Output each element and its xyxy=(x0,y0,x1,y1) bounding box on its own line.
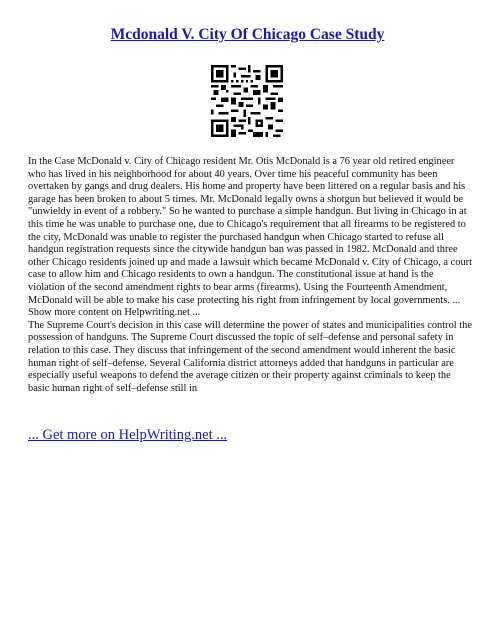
article-body xyxy=(28,156,472,395)
paragraph: The Supreme Court's decision in this case will determine the power of states and municipalities control the possession of handguns. The Supreme Court discussed the topic of self–defense and personal safety in relation to this case. They discuss that infringement of the second amendment would inherent the basic human right of self–defense. Several California district attorneys added that handguns in particular are especially useful weapons to defend the average citizen or their property against criminals to keep the basic human right of self–defense still in xyxy=(28,319,472,394)
get-more-link[interactable]: ... Get more on HelpWriting.net ... xyxy=(28,427,228,443)
page-title[interactable]: Mcdonald V. City Of Chicago Case Study xyxy=(110,26,385,43)
paragraph: In the Case McDonald v. City of Chicago resident Mr. Otis McDonald is a 76 year old retired engineer who has lived in his neighborhood for about 40 years. Over time his peaceful community has been overtaken by gangs and drug dealers. His home and property have been littered on a regular basis and his garage has been broken to about 5 times. Mr. McDonald legally owns a shotgun but believed it would be "unwieldy in event of a robbery." So he wanted to purchase a simple handgun. But living in Chicago in at this time he was unable to purchase one, due to Chicago's requirement that all firearms to be registered to the city, McDonald was unable to register the purchased handgun when Chicago started to refuse all handgun registration requests since the citywide handgun ban was passed in 1982. McDonald and three other Chicago residents joined up and made a lawsuit which became McDonald v. City of Chicago, a court case to allow him and Chicago residents to own a handgun. The constitutional issue at hand is the violation of the second amendment rights to bear arms (firearms). Using the Fourteenth Amendment, McDonald will be able to make his case protecting his right from infringement by local governments. ... Show more content on Helpwriting.net ... xyxy=(28,156,472,319)
qr-code-icon xyxy=(211,65,283,137)
